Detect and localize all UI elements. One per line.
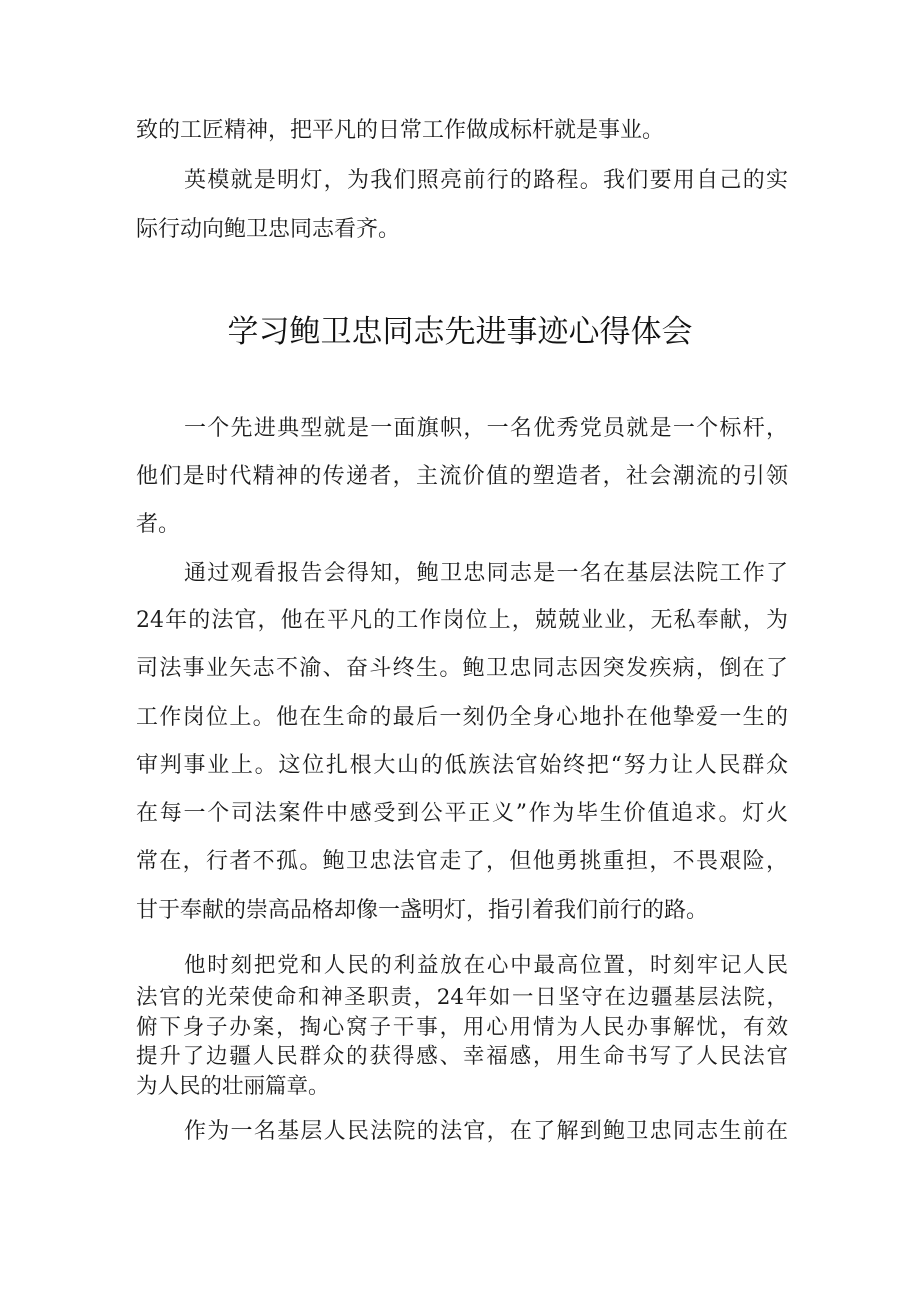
p2-line-1: 通过观看报告会得知，鲍卫忠同志是一名在基层法院工作了 bbox=[184, 561, 788, 586]
document-title: 学习鲍卫忠同志先进事迹心得体会 bbox=[227, 314, 693, 350]
p2-line-5: 审判事业上。这位扎根大山的低族法官始终把“努力让人民群众 bbox=[136, 753, 788, 778]
intro-line-1: 致的工匠精神，把平凡的日常工作做成标杆就是事业。 bbox=[136, 118, 665, 143]
p2-line-3: 司法事业矢志不渝、奋斗终生。鲍卫忠同志因突发疾病，倒在了 bbox=[136, 656, 788, 681]
p2-line-6: 在每一个司法案件中感受到公平正义”作为毕生价值追求。灯火 bbox=[136, 801, 788, 826]
p2-line-7: 常在，行者不孤。鲍卫忠法官走了，但他勇挑重担，不畏艰险， bbox=[136, 849, 788, 874]
p3-line-4: 提升了边疆人民群众的获得感、幸福感，用生命书写了人民法官 bbox=[136, 1044, 788, 1069]
p3-line-3: 俯下身子办案，掏心窝子干事，用心用情为人民办事解忧，有效 bbox=[136, 1015, 788, 1040]
p3-line-5: 为人民的壮丽篇章。 bbox=[136, 1074, 330, 1099]
p2-line-4: 工作岗位上。他在生命的最后一刻仍全身心地扑在他挚爱一生的 bbox=[136, 705, 788, 730]
intro-line-2: 英模就是明灯，为我们照亮前行的路程。我们要用自己的实 bbox=[184, 168, 788, 193]
p1-line-1: 一个先进典型就是一面旗帜，一名优秀党员就是一个标杆， bbox=[184, 416, 788, 441]
p3-line-2: 法官的光荣使命和神圣职责，24年如一日坚守在边疆基层法院， bbox=[136, 985, 788, 1010]
p3-line-1: 他时刻把党和人民的利益放在心中最高位置，时刻牢记人民 bbox=[184, 953, 788, 978]
p1-line-3: 者。 bbox=[136, 512, 181, 537]
intro-line-3: 际行动向鲍卫忠同志看齐。 bbox=[136, 217, 401, 242]
p2-line-2: 24年的法官，他在平凡的工作岗位上，兢兢业业，无私奉献，为 bbox=[136, 608, 788, 633]
p1-line-2: 他们是时代精神的传递者，主流价值的塑造者，社会潮流的引领 bbox=[136, 464, 788, 489]
p4-line-1: 作为一名基层人民法院的法官，在了解到鲍卫忠同志生前在 bbox=[184, 1119, 788, 1144]
p2-line-8: 甘于奉献的崇高品格却像一盏明灯，指引着我们前行的路。 bbox=[136, 898, 709, 923]
